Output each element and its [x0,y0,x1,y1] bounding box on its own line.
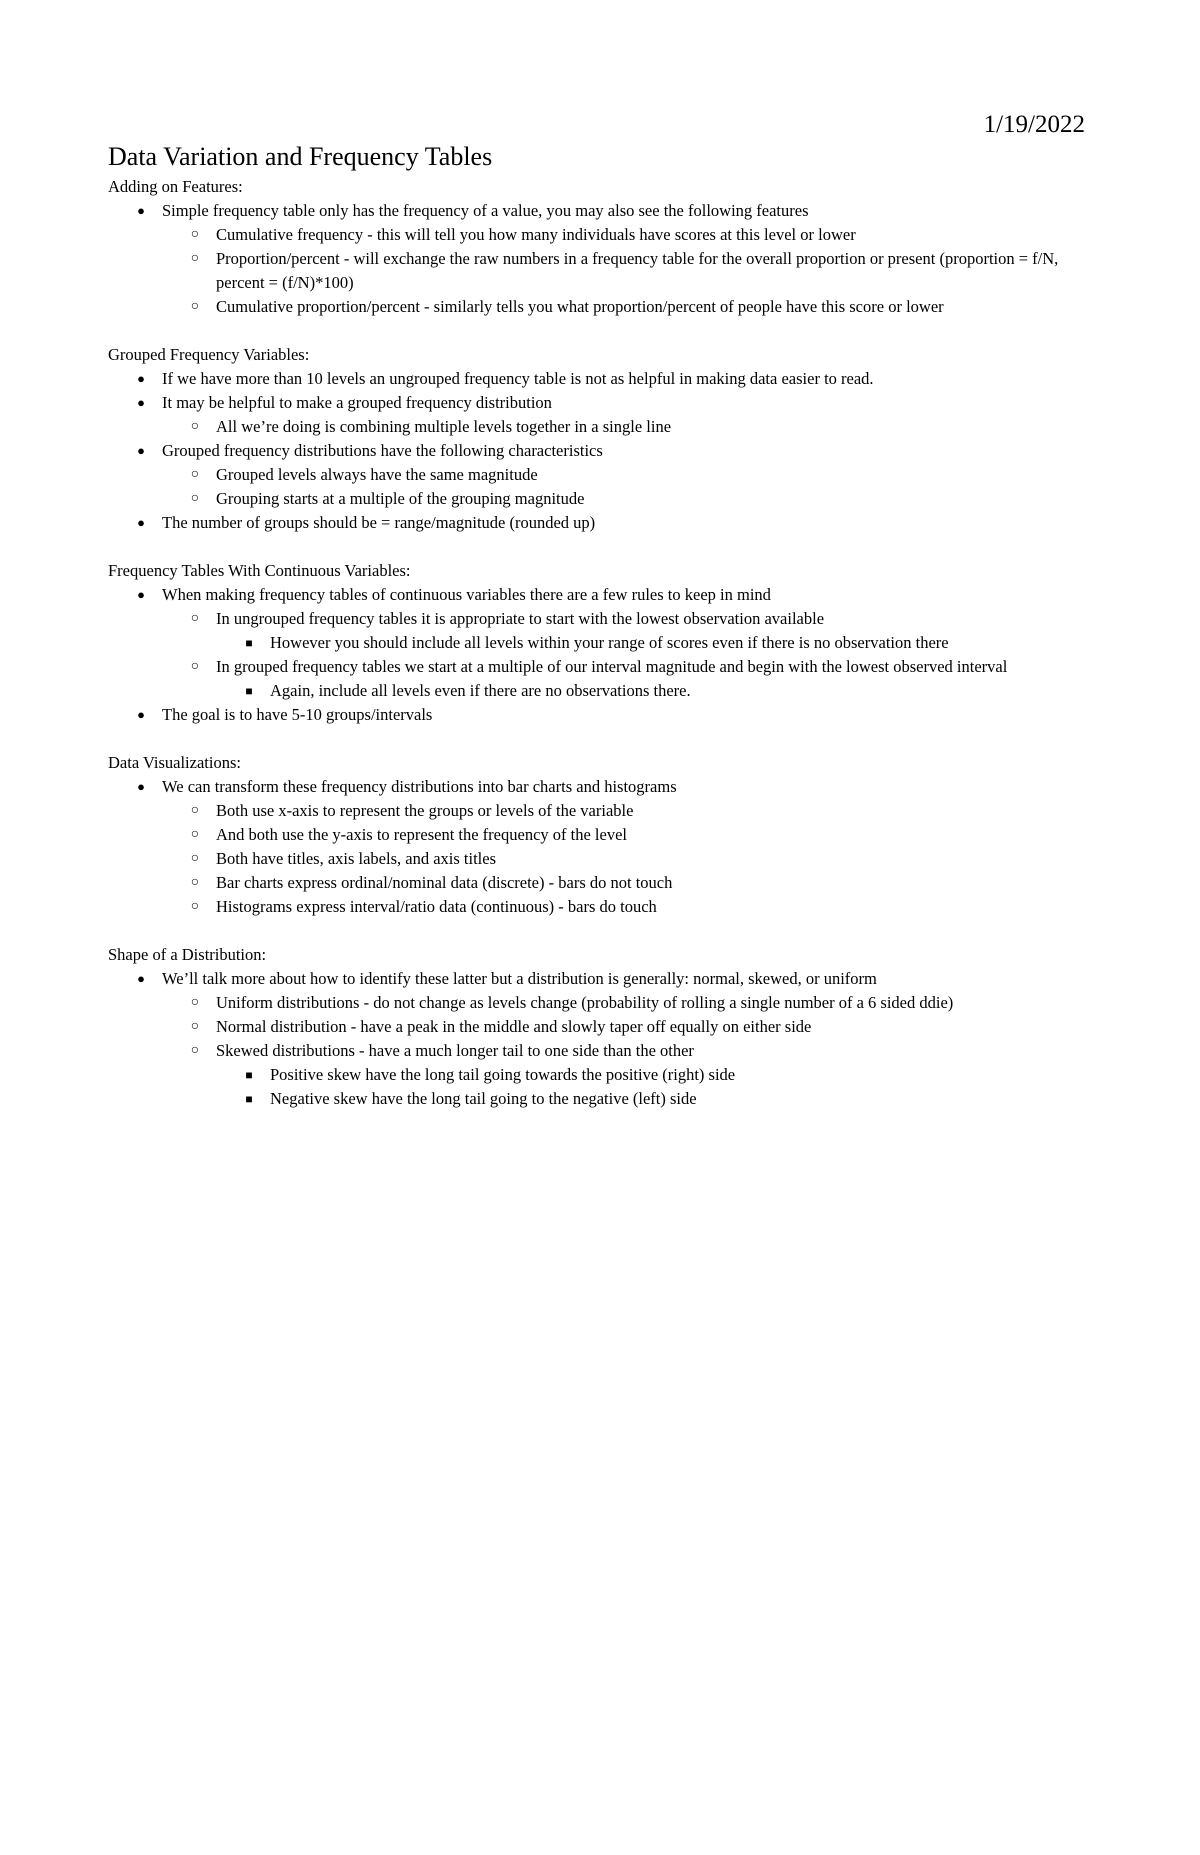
list-item [108,247,1108,295]
list-item-text: Grouped levels always have the same magnitude [216,465,538,484]
list-item [108,847,1108,871]
bullet-icon: ○ [190,827,200,842]
list-item-text: Normal distribution - have a peak in the middle and slowly taper off equally on either side [216,1017,812,1036]
list-item [108,295,1108,319]
section [108,751,1108,919]
bullet-icon: ○ [190,611,200,626]
bullet-icon: ○ [190,227,200,242]
section-heading: Grouped Frequency Variables: [108,345,310,364]
list-item [108,583,1108,607]
bullet-icon: ○ [190,995,200,1010]
bullet-icon: ● [137,395,145,410]
list-item-text: Both have titles, axis labels, and axis titles [216,849,496,868]
section [108,559,1108,727]
list-item [108,415,1108,439]
list-item-text: It may be helpful to make a grouped frequency distribution [162,393,552,412]
list-item [108,967,1108,991]
list-item [108,1063,1108,1087]
bullet-icon: ● [137,587,145,602]
list-item-text: In ungrouped frequency tables it is appropriate to start with the lowest observation available [216,609,825,628]
list-item-text: Positive skew have the long tail going towards the positive (right) side [270,1065,736,1084]
section-list [108,175,1108,1111]
list-item-text: Bar charts express ordinal/nominal data (discrete) - bars do not touch [216,873,673,892]
bullet-icon: ● [137,203,145,218]
list-item [108,655,1108,679]
list-item-text: Again, include all levels even if there are no observations there. [270,681,691,700]
bullet-icon: ○ [190,467,200,482]
bullet-icon: ○ [190,419,200,434]
bullet-icon: ○ [190,299,200,314]
bullet-icon: ■ [245,636,253,650]
list-item-text: Negative skew have the long tail going to the negative (left) side [270,1089,697,1108]
bullet-icon: ○ [190,251,200,266]
list-item [108,607,1108,631]
document-date: 1/19/2022 [983,111,1085,138]
list-item [108,871,1108,895]
list-item-text: Proportion/percent - will exchange the raw numbers in a frequency table for the overall proportion or present (proportion = f/N, percent = (f/N)*100) [216,249,1059,292]
list-item [108,775,1108,799]
bullet-icon: ● [137,371,145,386]
bullet-icon: ○ [190,851,200,866]
list-item [108,1039,1108,1063]
list-item-text: We can transform these frequency distributions into bar charts and histograms [162,777,677,796]
list-item [108,799,1108,823]
list-item [108,511,1108,535]
list-item [108,895,1108,919]
list-item [108,679,1108,703]
list-item-text: The number of groups should be = range/magnitude (rounded up) [162,513,596,532]
section-heading: Frequency Tables With Continuous Variables: [108,561,411,580]
list-item [108,1087,1108,1111]
bullet-icon: ○ [190,1043,200,1058]
list-item-text: We’ll talk more about how to identify these latter but a distribution is generally: normal, skewed, or uniform [162,969,877,988]
list-item [108,631,1108,655]
list-item-text: And both use the y-axis to represent the frequency of the level [216,825,627,844]
list-item [108,223,1108,247]
list-item-text: When making frequency tables of continuous variables there are a few rules to keep in mind [162,585,771,604]
list-item-text: Simple frequency table only has the frequency of a value, you may also see the following features [162,201,809,220]
list-item-text: In grouped frequency tables we start at a multiple of our interval magnitude and begin with the lowest observed interval [216,657,1008,676]
list-item [108,703,1108,727]
list-item-text: All we’re doing is combining multiple levels together in a single line [216,417,672,436]
bullet-icon: ● [137,707,145,722]
bullet-icon: ○ [190,899,200,914]
bullet-icon: ○ [190,803,200,818]
list-item [108,991,1108,1015]
list-item [108,823,1108,847]
section-heading: Adding on Features: [108,177,243,196]
list-item-text: Cumulative proportion/percent - similarly tells you what proportion/percent of people have this score or lower [216,297,944,316]
document-title: Data Variation and Frequency Tables [108,142,493,171]
section-heading: Shape of a Distribution: [108,945,267,964]
list-item-text: Grouped frequency distributions have the following characteristics [162,441,603,460]
bullet-icon: ● [137,443,145,458]
list-item-text: Both use x-axis to represent the groups or levels of the variable [216,801,634,820]
bullet-icon: ● [137,779,145,794]
bullet-icon: ○ [190,875,200,890]
bullet-icon: ■ [245,1068,253,1082]
bullet-icon: ● [137,971,145,986]
list-item [108,439,1108,463]
section [108,343,1108,535]
list-item [108,391,1108,415]
bullet-icon: ■ [245,684,253,698]
list-item-text: If we have more than 10 levels an ungrouped frequency table is not as helpful in making data easier to read. [162,369,874,388]
list-item-text: Skewed distributions - have a much longer tail to one side than the other [216,1041,694,1060]
section [108,943,1108,1111]
bullet-icon: ○ [190,491,200,506]
list-item [108,199,1108,223]
section [108,175,1108,319]
list-item-text: Grouping starts at a multiple of the grouping magnitude [216,489,585,508]
list-item-text: Histograms express interval/ratio data (continuous) - bars do touch [216,897,657,916]
list-item [108,487,1108,511]
list-item-text: However you should include all levels within your range of scores even if there is no observation there [270,633,949,652]
list-item-text: Cumulative frequency - this will tell you how many individuals have scores at this level or lower [216,225,856,244]
list-item-text: The goal is to have 5-10 groups/intervals [162,705,433,724]
list-item [108,367,1108,391]
document-body [108,140,1108,1135]
section-heading: Data Visualizations: [108,753,241,772]
bullet-icon: ■ [245,1092,253,1106]
bullet-icon: ○ [190,659,200,674]
list-item [108,1015,1108,1039]
list-item [108,463,1108,487]
list-item-text: Uniform distributions - do not change as levels change (probability of rolling a single number of a 6 sided ddie) [216,993,954,1012]
bullet-icon: ○ [190,1019,200,1034]
bullet-icon: ● [137,515,145,530]
